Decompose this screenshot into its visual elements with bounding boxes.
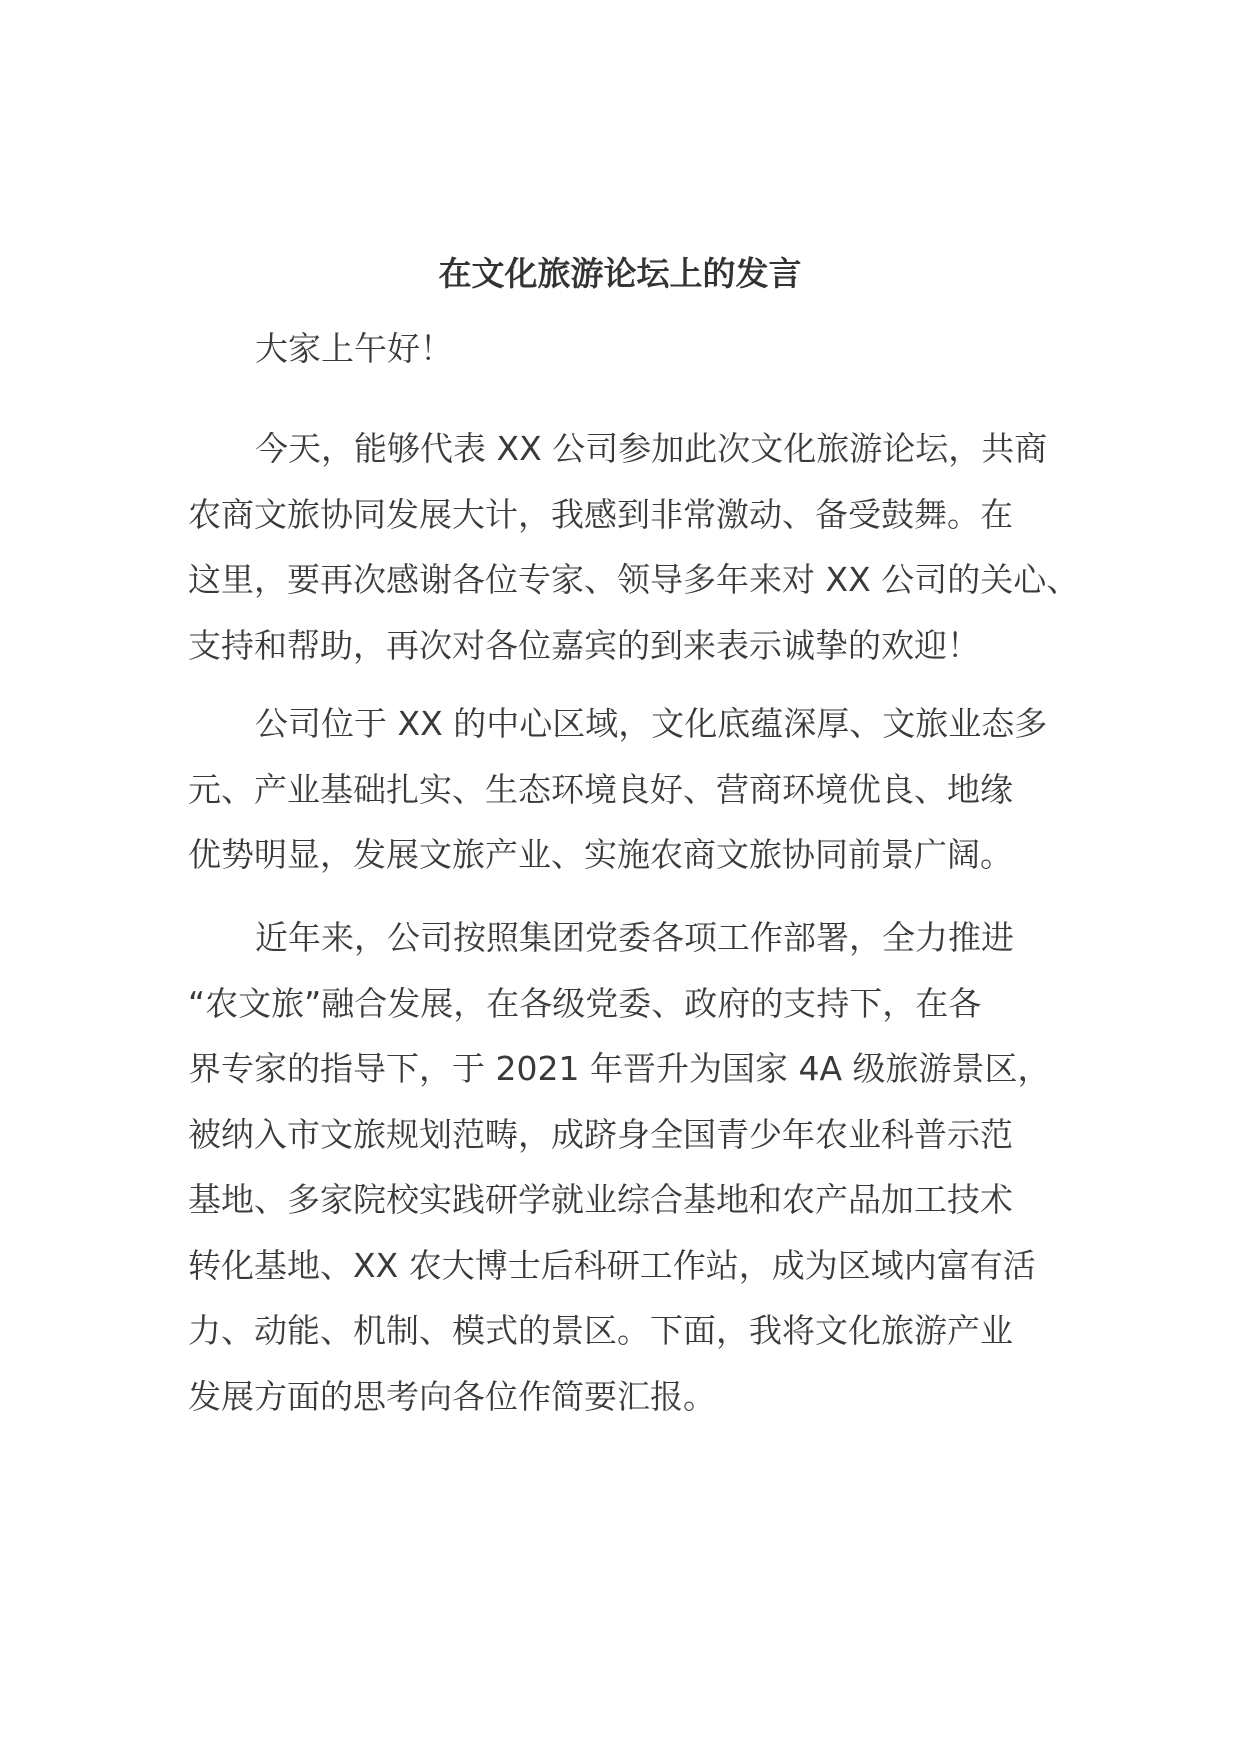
document-title: 在文化旅游论坛上的发言 — [438, 254, 802, 293]
paragraph-1-line-2: 农商文旅协同发展大计，我感到非常激动、备受鼓舞。在 — [188, 494, 1013, 534]
paragraph-1-line-4: 支持和帮助，再次对各位嘉宾的到来表示诚挚的欢迎！ — [188, 625, 980, 665]
paragraph-3 — [188, 905, 1078, 1429]
paragraph-3-line-7: 力、动能、机制、模式的景区。下面，我将文化旅游产业 — [188, 1311, 1013, 1350]
paragraph-2-line-3: 优势明显，发展文旅产业、实施农商文旅协同前景广阔。 — [188, 835, 1013, 874]
paragraph-3-line-6: 转化基地、XX 农大博士后科研工作站，成为区域内富有活 — [188, 1245, 1036, 1285]
paragraph-1-line-1: 今天，能够代表 XX 公司参加此次文化旅游论坛，共商 — [255, 429, 1048, 468]
paragraph-3-line-8: 发展方面的思考向各位作简要汇报。 — [188, 1376, 716, 1416]
greeting-paragraph — [188, 316, 1078, 382]
paragraph-2-line-1: 公司位于 XX 的中心区域，文化底蕴深厚、文旅业态多 — [255, 704, 1048, 743]
paragraph-3-line-3: 界专家的指导下，于 2021 年晋升为国家 4A 级旅游景区， — [188, 1049, 1051, 1088]
paragraph-3-line-5: 基地、多家院校实践研学就业综合基地和农产品加工技术 — [188, 1180, 1013, 1219]
paragraph-2 — [188, 691, 1078, 888]
paragraph-3-line-1: 近年来，公司按照集团党委各项工作部署，全力推进 — [255, 918, 1014, 957]
paragraph-2-line-2: 元、产业基础扎实、生态环境良好、营商环境优良、地缘 — [188, 769, 1013, 809]
paragraph-1-line-3: 这里，要再次感谢各位专家、领导多年来对 XX 公司的关心、 — [188, 560, 1080, 599]
greeting-line: 大家上午好！ — [255, 329, 453, 368]
paragraph-3-line-2: “农文旅”融合发展，在各级党委、政府的支持下，在各 — [188, 983, 982, 1023]
paragraph-3-line-4: 被纳入市文旅规划范畴，成跻身全国青少年农业科普示范 — [188, 1114, 1013, 1154]
paragraph-1 — [188, 416, 1078, 678]
